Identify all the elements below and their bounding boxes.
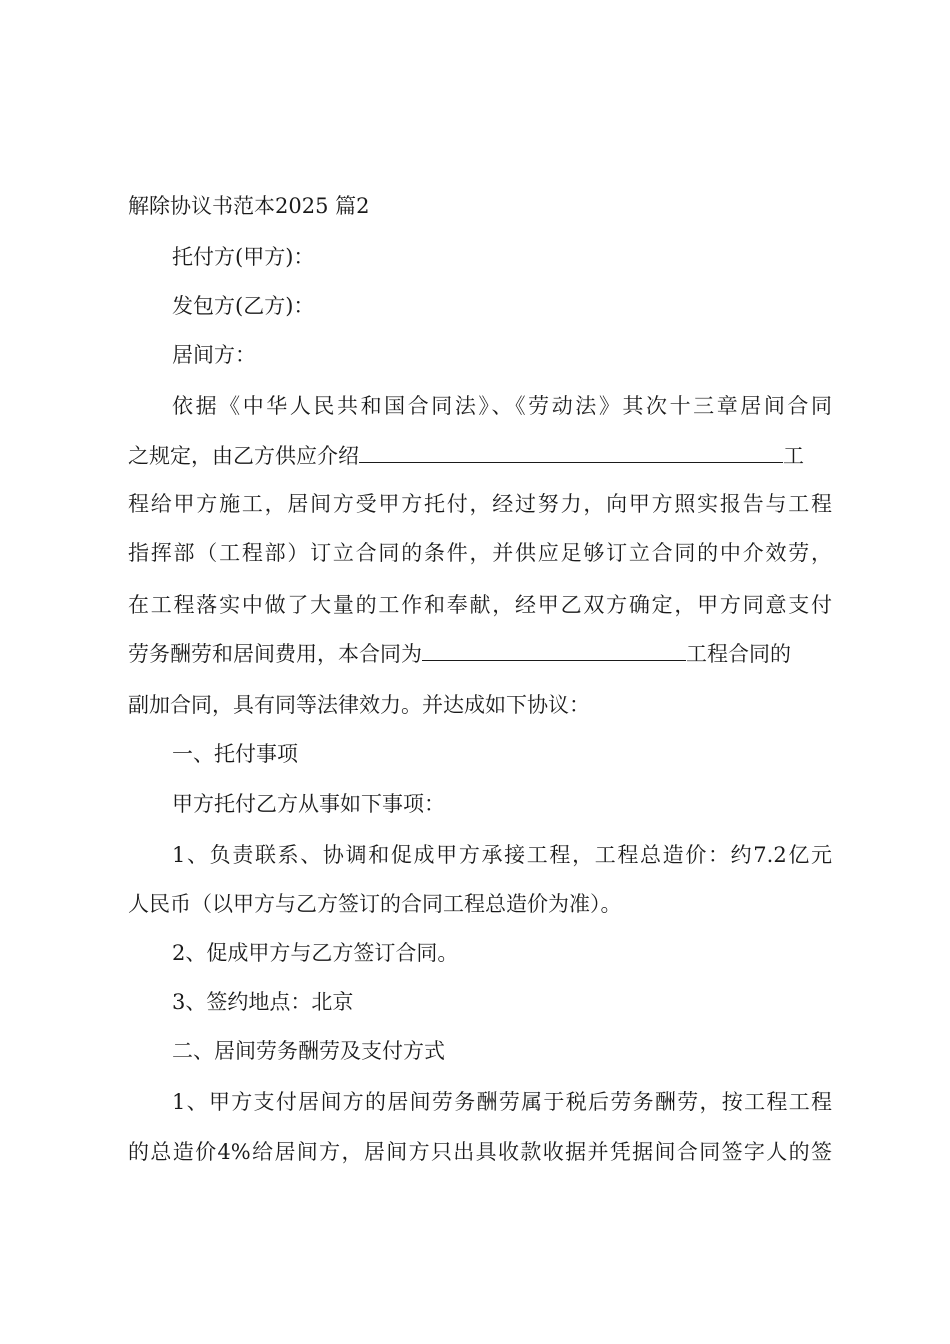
section-1-item-2: 2、促成甲方与乙方签订合同。 — [172, 941, 459, 965]
section-1-heading: 一、托付事项 — [172, 742, 298, 766]
project-name-blank — [359, 442, 783, 463]
intro-line-1: 依据《中华人民共和国合同法》、《劳动法》其次十三章居间合同 — [172, 394, 832, 418]
contract-name-blank — [422, 640, 686, 661]
intro-line-4: 指挥部（工程部）订立合同的条件，并供应足够订立合同的中介效劳， — [128, 541, 832, 565]
intro-line-5: 在工程落实中做了大量的工作和奉献，经甲乙双方确定，甲方同意支付 — [128, 593, 832, 617]
section-1-lead: 甲方托付乙方从事如下事项： — [172, 792, 445, 816]
intro-line-6-text: 劳务酬劳和居间费用，本合同为 — [128, 642, 422, 666]
intro-line-3: 程给甲方施工，居间方受甲方托付，经过努力，向甲方照实报告与工程 — [128, 492, 832, 516]
broker-line: 居间方： — [172, 343, 256, 367]
party-a-line: 托付方(甲方)： — [172, 245, 315, 269]
section-2-item-1-line-2: 的总造价4%给居间方，居间方只出具收款收据并凭据间合同签字人的签 — [128, 1140, 832, 1164]
section-1-item-3: 3、签约地点：北京 — [172, 990, 354, 1014]
section-1-item-1-line-2: 人民币（以甲方与乙方签订的合同工程总造价为准）。 — [128, 892, 622, 916]
intro-line-6 — [128, 639, 832, 669]
intro-line-2 — [128, 441, 832, 471]
party-b-line: 发包方(乙方)： — [172, 294, 315, 318]
section-2-heading: 二、居间劳务酬劳及支付方式 — [172, 1039, 445, 1063]
intro-line-6-end: 工程合同的 — [686, 642, 791, 666]
intro-line-7: 副加合同，具有同等法律效力。并达成如下协议： — [128, 693, 590, 717]
intro-line-2-text: 之规定，由乙方供应介绍 — [128, 444, 359, 468]
section-2-item-1-line-1: 1、甲方支付居间方的居间劳务酬劳属于税后劳务酬劳，按工程工程 — [172, 1090, 832, 1114]
document-title: 解除协议书范本2025 篇2 — [128, 194, 370, 218]
intro-line-2-end: 工 — [783, 444, 804, 468]
section-1-item-1-line-1: 1、负责联系、协调和促成甲方承接工程，工程总造价：约7.2亿元 — [172, 843, 832, 867]
